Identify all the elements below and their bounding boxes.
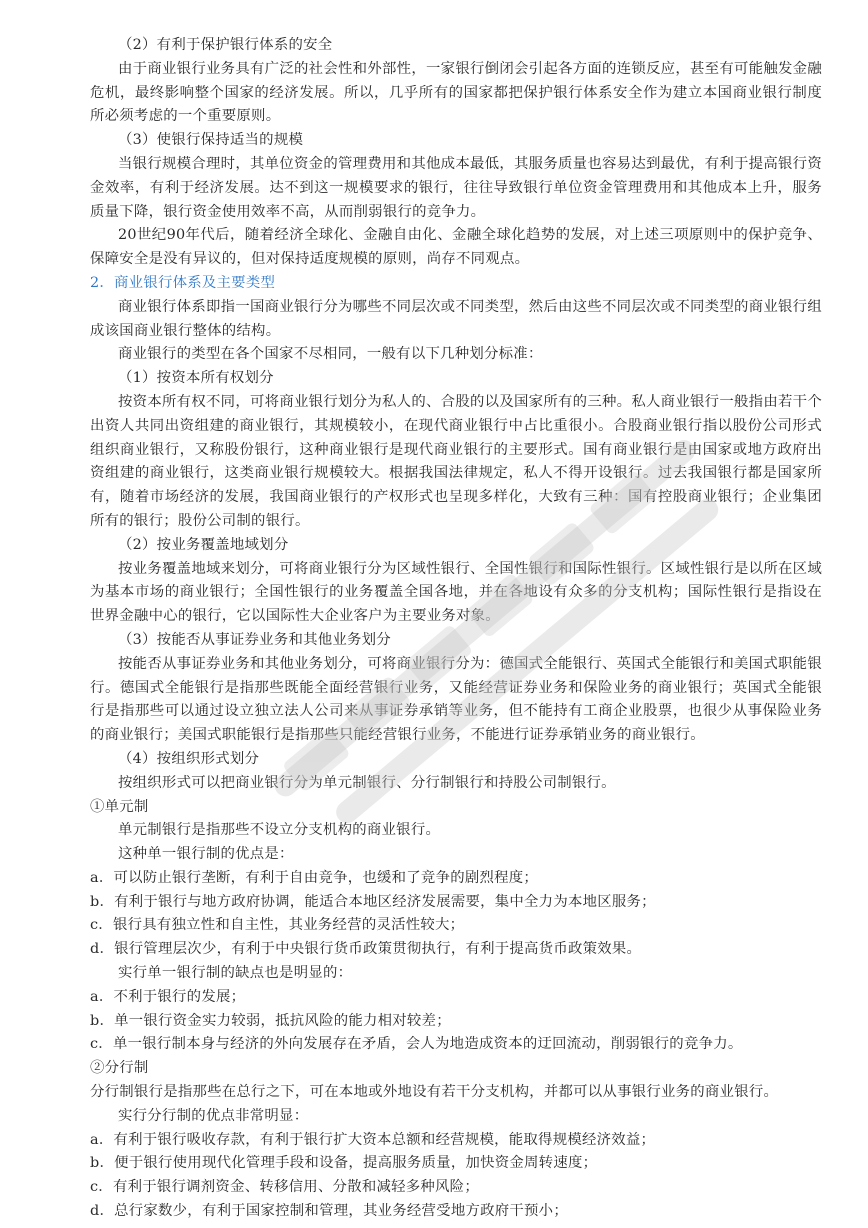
paragraph: 按资本所有权不同，可将商业银行划分为私人的、合股的以及国家所有的三种。私人商业银行一般指由若干个出资人共同出资组建的商业银行，其规模较小，在现代商业银行中占比重很小。合股商业银行指以股份公司形式组织商业银行，又称股份银行，这种商业银行是现代商业银行的主要形式。国有商业银行是由国家或地方政府出资组建的商业银行，这类商业银行规模较大。根据我国法律规定，私人不得开设银行。过去我国银行都是国家所有，随着市场经济的发展，我国商业银行的产权形式也呈现多样化，大致有三种：国有控股商业银行；企业集团所有的银行；股份公司制的银行。 [90, 393, 822, 529]
subheading: （2）按业务覆盖地域划分 [118, 536, 289, 553]
paragraph: 由于商业银行业务具有广泛的社会性和外部性，一家银行倒闭会引起各方面的连锁反应，甚至有可能触发金融危机，最终影响整个国家的经济发展。所以，几乎所有的国家都把保护银行体系安全作为建立本国商业银行制度所必须考虑的一个重要原则。 [90, 60, 822, 125]
subheading: （4）按组织形式划分 [118, 750, 260, 767]
paragraph: 商业银行体系即指一国商业银行分为哪些不同层次或不同类型，然后由这些不同层次或不同类型的商业银行组成该国商业银行整体的结构。 [90, 298, 822, 339]
paragraph: 按组织形式可以把商业银行分为单元制银行、分行制银行和持股公司制银行。 [118, 774, 616, 791]
list-item: c．单一银行制本身与经济的外向发展存在矛盾，会人为地造成资本的迂回流动，削弱银行的竞争力。 [90, 1036, 743, 1053]
list-item: b．单一银行资金实力较弱，抵抗风险的能力相对较差； [90, 1012, 451, 1029]
paragraph: 按业务覆盖地域来划分，可将商业银行分为区域性银行、全国性银行和国际性银行。区域性银行是以所在区域为基本市场的商业银行；全国性银行的业务覆盖全国各地，并在各地设有众多的分支机构；国际性银行是指设在世界金融中心的银行，它以国际性大企业客户为主要业务对象。 [90, 560, 822, 625]
list-item: c．有利于银行调剂资金、转移信用、分散和减轻多种风险； [90, 1179, 479, 1196]
paragraph: 实行分行制的优点非常明显： [118, 1107, 309, 1124]
list-item: d．总行家数少，有利于国家控制和管理，其业务经营受地方政府干预小； [90, 1203, 568, 1220]
paragraph: 分行制银行是指那些在总行之下，可在本地或外地设有若干分支机构，并都可以从事银行业务的商业银行。 [90, 1084, 779, 1101]
subheading: （2）有利于保护银行体系的安全 [118, 37, 333, 53]
list-item: c．银行具有独立性和自主性，其业务经营的灵活性较大； [90, 917, 465, 934]
paragraph: 这种单一银行制的优点是： [118, 846, 294, 863]
list-item: b．便于银行使用现代化管理手段和设备，提高服务质量，加快资金周转速度； [90, 1155, 598, 1172]
paragraph: 当银行规模合理时，其单位资金的管理费用和其他成本最低，其服务质量也容易达到最优，有利于提高银行资金效率，有利于经济发展。达不到这一规模要求的银行，往往导致银行单位资金管理费用和其他成本上升，服务质量下降，银行资金使用效率不高，从而削弱银行的竞争力。 [90, 155, 822, 220]
list-item: a．可以防止银行垄断，有利于自由竞争，也缓和了竞争的剧烈程度； [90, 869, 539, 886]
document-page [90, 34, 822, 1224]
list-item: b．有利于银行与地方政府协调，能适合本地区经济发展需要，集中全力为本地区服务； [90, 893, 656, 910]
subheading: （3）按能否从事证券业务和其他业务划分 [118, 631, 391, 648]
paragraph: 实行单一银行制的缺点也是明显的： [118, 965, 353, 982]
paragraph: 商业银行的类型在各个国家不尽相同，一般有以下几种划分标准： [118, 346, 543, 363]
paragraph: 20世纪90年代后，随着经济全球化、金融自由化、金融全球化趋势的发展，对上述三项原则中的保护竞争、保障安全是没有异议的，但对保持适度规模的原则，尚存不同观点。 [90, 227, 822, 268]
paragraph: 按能否从事证券业务和其他业务划分，可将商业银行分为：德国式全能银行、英国式全能银行和美国式职能银行。德国式全能银行是指那些既能全面经营银行业务，又能经营证券业务和保险业务的商业银行；英国式全能银行是指那些可以通过设立独立法人公司来从事证券承销等业务，但不能持有工商企业股票，也很少从事保险业务的商业银行；美国式职能银行是指那些只能经营银行业务，不能进行证券承销业务的商业银行。 [90, 655, 822, 744]
paragraph: 单元制银行是指那些不设立分支机构的商业银行。 [118, 822, 441, 839]
subheading: （1）按资本所有权划分 [118, 370, 274, 387]
section-heading: 2．商业银行体系及主要类型 [90, 274, 276, 291]
list-item: a．不利于银行的发展； [90, 988, 246, 1005]
list-item: a．有利于银行吸收存款，有利于银行扩大资本总额和经营规模，能取得规模经济效益； [90, 1131, 656, 1148]
subheading: （3）使银行保持适当的规模 [118, 132, 304, 149]
list-item: d．银行管理层次少，有利于中央银行货币政策贯彻执行，有利于提高货币政策效果。 [90, 941, 642, 958]
item-heading: ①单元制 [90, 798, 149, 815]
item-heading: ②分行制 [90, 1060, 149, 1077]
